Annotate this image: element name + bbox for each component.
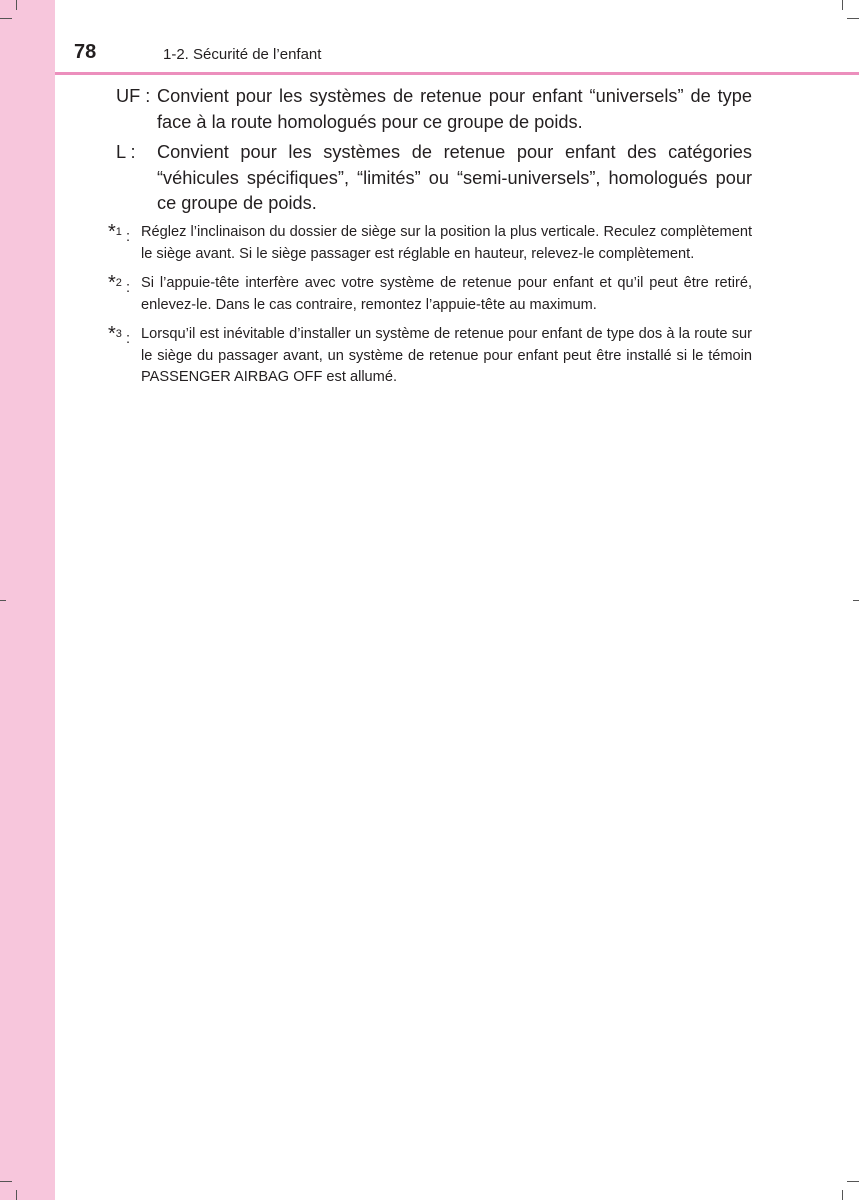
footnote-marker (108, 222, 141, 265)
footnote-text: Si l’appuie-tête interfère avec votre système de retenue pour enfant et qu’il peut être retiré, enlevez-le. Dans le cas contraire, remontez l’appuie-tête au maximum. (141, 275, 752, 313)
definition-item (116, 140, 752, 217)
side-color-band (0, 0, 55, 1200)
definition-text: Convient pour les systèmes de retenue pour enfant “universels” de type face à la route homologués pour ce groupe de poids. (157, 86, 752, 132)
footnote-item (108, 324, 752, 389)
definition-item (116, 84, 752, 135)
crop-mark (0, 600, 6, 601)
footnote-item (108, 273, 752, 316)
header-rule (55, 72, 859, 75)
definition-list (116, 84, 752, 222)
footnote-marker (108, 273, 141, 316)
footnote-number: 3 (115, 328, 122, 340)
crop-mark (0, 1181, 12, 1182)
asterisk-mark: * (108, 323, 116, 345)
crop-mark (847, 18, 859, 19)
crop-mark (842, 1190, 843, 1200)
footnote-number: 2 (115, 277, 122, 289)
crop-mark (847, 1181, 859, 1182)
page-number: 78 (74, 41, 97, 63)
crop-mark (16, 0, 17, 10)
footnote-separator: : (125, 280, 131, 296)
asterisk-mark: * (108, 272, 116, 294)
footnote-item (108, 222, 752, 265)
crop-mark (842, 0, 843, 10)
definition-term: UF : (116, 86, 151, 106)
footnote-text: Lorsqu’il est inévitable d’installer un système de retenue pour enfant de type dos à la route sur le siège du passager avant, un système de retenue pour enfant peut être installé si le témoin PASSENGER AIRBAG OFF est allumé. (141, 326, 752, 385)
definition-text: Convient pour les systèmes de retenue pour enfant des catégories “véhicules spécifiques”, “limités” ou “semi-universels”, homologués pour ce groupe de poids. (157, 142, 752, 213)
footnote-text: Réglez l’inclinaison du dossier de siège sur la position la plus verticale. Reculez complètement le siège avant. Si le siège passager est réglable en hauteur, relevez-le complètement. (141, 224, 752, 262)
definition-term: L : (116, 142, 136, 162)
footnote-marker (108, 324, 141, 389)
asterisk-mark: * (108, 221, 116, 243)
crop-mark (16, 1190, 17, 1200)
crop-mark (853, 600, 859, 601)
crop-mark (0, 18, 12, 19)
footnote-separator: : (125, 331, 131, 347)
section-title: 1-2. Sécurité de l’enfant (163, 46, 322, 63)
footnote-number: 1 (115, 226, 122, 238)
footnote-list (108, 222, 752, 397)
footnote-separator: : (125, 229, 131, 245)
